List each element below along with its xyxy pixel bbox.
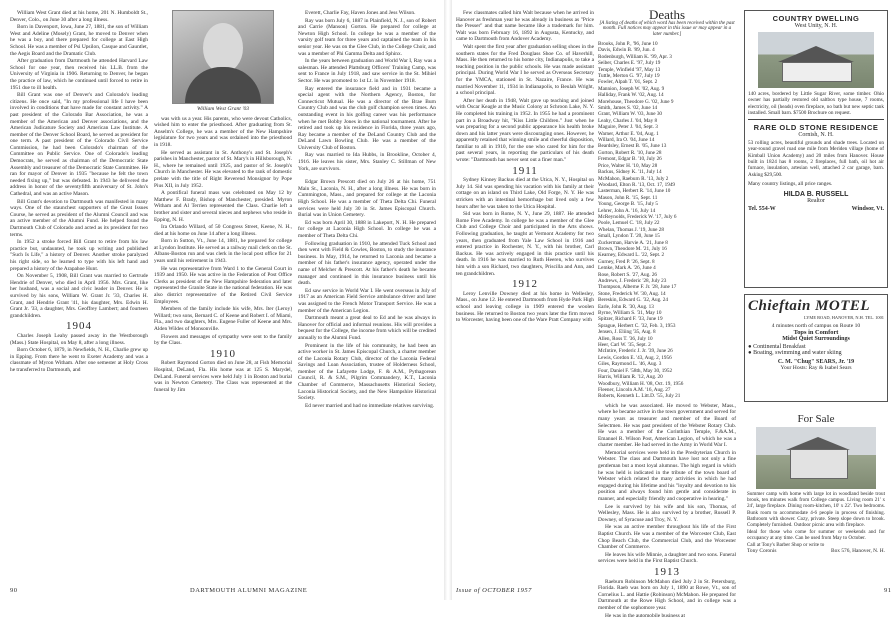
right-column-1 xyxy=(456,10,594,575)
obituary-mcmahon xyxy=(598,579,736,619)
sale-text: Ideal for those who come for summer or weekends and for occupancy at any time. Can be used from May to October. xyxy=(747,529,885,542)
paragraph: In 1952 a stroke forced Bill Grant to retire from his law practice but, undaunted, he took up writing and published "Such Is Life," a history of Denver. Another stroke paralyzed his right side, so he learned to type with his left hand and prepared a history of the Arapahoe Hunt. xyxy=(10,239,148,272)
motel-bullet: ● Continental Breakfast xyxy=(748,344,806,350)
paragraph: was with us a year. His parents, who were devout Catholics, wished him to enter the priesthood. After graduating from St. Anselm's College, he was a member of the New Hampshire legislature for two years and was ordained into the priesthood in 1918. xyxy=(154,115,292,148)
death-entry: Lehrer, John A. '16, July 14 xyxy=(598,207,656,214)
paragraph: Edgar Brown Prescott died on July 26 at his home, 751 Main St., Laconia, N. H., after a long illness. He was born in Cummington, Mass., and prepared for college at the Laconia High School. He was a member of Theta Delta Chi. Funeral services were held July 30 in St. James Episcopal Church. Burial was in Union Cemetery. xyxy=(298,179,436,219)
death-entry: Fleener, Lincoln A.M. '16, Aug. 27 xyxy=(598,386,671,393)
sale-name: Tony Coronis xyxy=(747,547,777,554)
paragraph: After graduation from Dartmouth he attended Harvard Law School for one year, then received his LL.B. from the University of Virginia in 1906. Returning to Denver, he began the practice of law, which he continued until forced to retire in 1951 due to ill health. xyxy=(10,58,148,91)
paragraph: He was representative from Ward 1 to the General Court in 1939 and 1950. He was active in the Federation of Post Office Clerks as president of the New Hampshire federation and later represented the Granite State in the national federation. He was also district representative of the Retired Civil Service Employees. xyxy=(154,265,292,305)
agent-title: Realtor xyxy=(807,197,825,204)
paragraph: Ed was born April 30, 1888 in Lakeport, N. H. He prepared for college at Laconia High School. In college he was a member of Theta Delta Chi. xyxy=(298,219,436,239)
death-entry: Halliday, Frank W. '02, Aug. 14 xyxy=(598,92,664,99)
paragraph: Robert Raymond Gorton died on June 28, at Fish Memorial Hospital, DeLand, Fla. His home was at 125 S. Marydel, DeLand. Funeral services were held July 1 in Boston and burial was in Newton Cemetery. The Class was represented at the funeral by Jim xyxy=(154,360,292,393)
paragraph: He served as assistant in St. Anthony's and St. Joseph's parishes in Manchester, pastor of St. Mary's in Hillsborough, N. H., where he remained until 1925, and pastor of St. Joseph's Church in Manchester. He was elevated to the rank of domestic prelate with the title of Right Reverend Monsignor by Pope Pius XII, in July 1952. xyxy=(154,149,292,189)
obituary-willard xyxy=(154,116,292,347)
paragraph: Prominent in the life of his community, he had been an active worker in St. James Episcopal Church, a charter member of the Laconia Rotary Club, director of the Laconia Federal Savings and Loan Association, trustee of Holderness School, member of the Lafayette Lodge, F. & A.M., Pythagorean Council, R. & S.M., Pilgrim Commandery, K.T., Laconia Chamber of Commerce, Massachusetts Historical Society, Laconia Historical Society, and the New Hampshire Historical Society. xyxy=(298,342,436,402)
obituary-price xyxy=(456,10,594,164)
death-entry: Woodard, Elton R. '13, Oct. 17, 1949 xyxy=(598,181,676,188)
deaths-list xyxy=(598,41,736,400)
death-entry: Whelan, Thomas J. '19, June 28 xyxy=(598,226,664,233)
paragraph: Few classmates called him Walt because when he arrived in Hanover as freshman year he was already in business as "Price the Presser" and that name became like a trademark for him. Walt was born February 16, 1892 in Augusta, Kentucky, and came to Dartmouth from Andover Academy. xyxy=(456,10,594,43)
motel-ad xyxy=(744,294,888,402)
death-entry: Jensen, J. Eliing '35, Aug. 8 xyxy=(598,329,656,336)
obituary-prescott xyxy=(298,179,436,409)
paragraph: Born in Sutton, Vt., June 14, 1881, he prepared for college at Lyndon Institute. He served as a railway mail clerk on the St. Albans-Boston run and was clerk in the local post office for 21 years until his retirement in 1943. xyxy=(154,238,292,265)
death-entry: Lasterman, Herbert R. '14, June 10 xyxy=(598,188,671,195)
death-entry: Grant, William W. '03, June 30 xyxy=(598,111,663,118)
class-year-heading: 1910 xyxy=(210,347,236,360)
paragraph: Ira Orlando Willard, of 50 Congress Street, Keene, N. H., died at his home on June 14 after a long illness. xyxy=(154,224,292,237)
for-sale-ad xyxy=(744,408,888,594)
page-gutter xyxy=(444,0,452,600)
motel-bullet: ● Boating, swimming and water skiing xyxy=(748,350,842,356)
death-entry: Davis, Edwin B. '89, Jun. 4 xyxy=(598,47,655,54)
death-entry: Four, Daniel F. '58th, May 30, 1952 xyxy=(598,367,673,374)
death-entry: Thompson, Alberne F. Jr. '28, June 17 xyxy=(598,284,677,291)
paragraph: A pontifical funeral mass was celebrated on May 12 by Matthew F. Brady, Bishop of Manchester, presided. Myron Witham and Al Terrien represented the Class. Charlie left a brother and sister and several nieces and nephews who reside in Epping, N. H. xyxy=(154,190,292,223)
ad-more: Many country listings, all price ranges. xyxy=(748,180,833,187)
paragraph: Everett, Charlie Fay, Haven Jones and Jess Wilson. xyxy=(305,10,416,16)
paragraph: Dartmouth meant a great deal to Ed and he was always in Hanover for official and informal reunions. His will provides a bequest for the College, the income from which will be credited annually to the Alumni Fund. xyxy=(298,315,436,341)
sale-address: Box 576, Hanover, N. H. xyxy=(831,547,885,554)
paragraph: Flowers and messages of sympathy were sent to the family by the Class. xyxy=(154,333,292,347)
motel-hosts: Your Hosts: Ray & Isabel Sears xyxy=(780,365,852,371)
death-entry: Stone, Frederick W. '30, Aug. 14 xyxy=(598,290,666,297)
paragraph: Following graduation in 1910, he attended Tuck School and then went with Field & Cowles, Boston, to study the insurance business. In May, 1914, he returned to Laconia and became a member of his father's insurance agency, operated under the name of Melcher & Prescott. At his father's death he became manager and continued in this insurance business until his death. xyxy=(298,240,436,287)
real-estate-ad xyxy=(744,10,888,288)
death-entry: Mason, John R. '15, Sept. 11 xyxy=(598,194,658,201)
death-entry: Smith, James S. '02, June 14 xyxy=(598,105,658,112)
death-entry: Fowler, Alpah T. '01, Sept. 2 xyxy=(598,79,658,86)
death-entry: Tuttle, Merton G. '97, July 19 xyxy=(598,73,660,80)
obituary-leahy xyxy=(10,333,148,374)
death-entry: Leahy, Charles J. '04, May 8 xyxy=(598,117,658,124)
house-photo xyxy=(758,32,874,88)
ad-text: 140 acres, bordered by Little Sugar River, some timber. Ohio owner has partially restored old saltbox type house, 7 rooms, electricity, oil (heads) oven fireplace, no bath but new septic tank installed. Small barn. $7500 Brochure on request. xyxy=(748,91,884,116)
paragraph: Leroy Lenville Downey died at his home in Wellesley, Mass., on June 12. He entered Dartmouth from Hyde Park High school and leaving college in 1909 entered the woolen business. He returned to Boston two years later the firm moved to Worcester, having been one of the Ware Pratt Company with xyxy=(456,290,594,324)
paragraph: After her death in 1948, Walt gave up teaching and joined with Oscar Keagle at the Music Colony at Schroon Lake, N. Y. He completed his training in 1952. In 1955 he had a prominent part in a Broadway hit, "Kiss Little Children." Just when he was preparing for a second public appearance his health broke down and his latter years were discouraging ones. However, he apparently retained that winning smile and cheerful disposition, familiar to all in 1910, for the one who cared for him for the past several years, in reporting the particulars of his death wrote: "Dartmouth has never sent out a finer man." xyxy=(456,97,594,164)
death-entry: Morehouse, Theodore G. '02, June 9 xyxy=(598,98,674,105)
deaths-note: [A listing of deaths of which word has been received within the past month. Full notices may appear in this issue or may appear in a later number.] xyxy=(599,20,735,38)
agent-name: HILDA B. RUSSELL xyxy=(783,190,849,198)
death-entry: Giles, Raymond L. '46, Aug. 3 xyxy=(598,361,662,368)
agent-phone: Tel. 554-W xyxy=(748,205,776,212)
left-column-3 xyxy=(298,10,436,575)
obituary-backus xyxy=(456,177,594,277)
obituary-downey xyxy=(456,291,594,324)
class-year-heading: 1911 xyxy=(512,164,538,177)
paragraph: Ray was born July 6, 1887 in Plainfield, N. J., son of Robert and Carrie (Manson) Gorton. He prepared for college at Newton High School. In college he was a member of the varsity golf team for three years and captained the team in his senior year. He was on the Glee Club, in the College Choir, and was a member of Phi Gamma Delta and Sphinx. xyxy=(298,17,436,57)
paragraph: Born in Davenport, Iowa, June 27, 1881, the son of William West and Adeline (Mosely) Grant, he moved to Denver when he was a boy, and there prepared for college at East High School. He was a member of Psi Upsilon, Casque and Gauntlet, the Aegis Board and the Dramatic Club. xyxy=(10,24,148,57)
paragraph: Walt spent the first year after graduation selling shoes in the southern states for the Fred Douglass Shoe Co. of Haverhill, Mass. He then returned to his home city, Indianapolis, to take a teaching position in the public schools. He was made assistant principal. During World War I he served as Overseas Secretary for the YMCA, stationed in St. Nazaire, France. He was married November 11, 1934 in Indianapolis, to Beulah Wright, a school principal. xyxy=(456,43,594,97)
death-entry: Seiber, Charles E. '97, July 19 xyxy=(598,60,661,67)
death-entry: Woodbury, William H. '08, Oct. 19, 1956 xyxy=(598,380,684,387)
death-entry: McMahon, Raeburn R. '13, July 2 xyxy=(598,175,669,182)
death-entry: Byrne, William S. '31, May 10 xyxy=(598,310,662,317)
death-entry: Sprague, Herbert C. '32, Feb. 3, 1953 xyxy=(598,322,676,329)
motel-host: C. M. "Chug" SEARS, Jr. '19 xyxy=(777,359,855,365)
paragraph: William West Grant died at his home, 201 N. Humboldt St., Denver, Colo., on June 30 after a long illness. xyxy=(10,10,148,23)
ad-title: COUNTRY DWELLING xyxy=(772,14,860,23)
class-year-heading: 1904 xyxy=(66,320,92,333)
portrait-photo xyxy=(172,10,274,104)
motel-line: 4 minutes north of campus on Route 10 xyxy=(771,323,861,329)
sale-text: Summer camp with home with large lot in woodland beside trout brook, ten minutes walk from College campus. Living room 21' x 24', large fireplace. Dining room-kitchen, 10' x 22'. Two bedrooms. Bunk room to accommodate 4-6 people in process of finishing. Bathroom with shower. Cozy, private. Steep slope down to brook. Completely furnished. Outdoor picnic area with fireplace. xyxy=(747,491,885,529)
death-entry: McIntire, Frederic J. Jr. '39, June 26 xyxy=(598,348,673,355)
paragraph: Charles Joseph Leahy passed away in the Westborough (Mass.) State Hospital, on May 8, after a long illness. xyxy=(10,332,148,346)
death-entry: Brown, Theodore M. '21, July 16 xyxy=(598,245,667,252)
death-entry: Gorton, Robert R. '10, June 28 xyxy=(598,149,662,156)
paragraph: Members of the family include his wife, Mrs. Iter (Leroy) Willard; two sons, Bernard C. of Keene and Robert I. of Miami, Fla., and two daughters, Mrs. Eugene Fuller of Keene and Mrs. Alden Wildes of Monsonville. xyxy=(154,306,292,332)
death-entry: Lewis, Gordon E. '43, Aug. 2, 1956 xyxy=(598,354,672,361)
right-column-2 xyxy=(598,7,736,619)
ad-title: RARE OLD STONE RESIDENCE xyxy=(753,123,879,133)
paragraph: Bill Grant's devotion to Dartmouth was manifested in many ways. One of the staunchest supporters of the Great Issues Course, he served as president of the Alumni Council and was an active member of the Alumni Fund. He helped found the Dartmouth Club of Colorado and acted as its president for two terms. xyxy=(10,198,148,238)
paragraph: which he was associated. He moved to Webster, Mass., where he became active in the town government and served for many years as treasurer and member of the Board of Selectmen. He was past president of the Webster Rotary Club. He was a member of the Corinthian Temple, F.&A.M., Emanuel R. Wilson Post, American Legion, of which he was a charter member. He had served in the Army in World War I. xyxy=(598,402,736,449)
paragraph: Ray entered the insurance field and in 1931 became a special agent with the Northern Agency, Boston, for Connecticut Mutual. He was a director of the Brae Burn Country Club and was the club golf champion seven times. An outstanding event in his golfing career was his performance when he met Bobby Jones in the national tournament. After he retired and took up his residence in Florida, three years ago, Ray became a member of the DeLand Country Club and the DeLand Lawn Bowling Club. He was a member of the University Club of Boston. xyxy=(298,85,436,151)
death-entry: Young, George B. '15, July 5 xyxy=(598,201,658,208)
sale-contact-line xyxy=(747,548,885,554)
death-entry: Brooks, John P., '96, June 10 xyxy=(598,40,658,47)
paragraph: On November 5, 1908, Bill Grant was married to Gertrude Hendrie of Denver, who died in April 1956. Mrs. Grant, like her husband, was a social and civic leader in Denver. He is survived by his sons, William W. Grant Jr. '33, Charles H. Grant, and Hendrie Grant '41, his daughter, Mrs. Edwin H. Grant Jr. '33, a daughter, Mrs. Geoffrey Lambert; and fourteen grandchildren. xyxy=(10,273,148,319)
death-entry: Willard, Ira O. '04, June 14 xyxy=(598,137,655,144)
paragraph: Lee is survived by his wife and his son, Thomas, of Wellesley, Mass. He is also survived by a brother, Russell P. Downey, of Syracuse and Troy, N. Y. xyxy=(598,503,736,523)
death-entry: Mannion, Joseph W. '02, Aug. 9 xyxy=(598,85,665,92)
death-entry: Temple, Winfield '97, May 13 xyxy=(598,66,661,73)
agent-town: Windsor, Vt. xyxy=(851,205,884,212)
page-number: 91 xyxy=(884,587,892,594)
class-year-heading: 1913 xyxy=(654,565,680,578)
ad-location: Cornish, N. H. xyxy=(798,132,834,139)
deaths-title: Deaths xyxy=(648,7,686,22)
motel-line: Midst Quiet Surroundings xyxy=(782,336,850,342)
death-entry: Spitzer, Richard F. '33, June 19 xyxy=(598,316,663,323)
obituary-gorton-cont xyxy=(298,10,436,172)
paragraph: Born October 6, 1879, in Newfields, N. H., Charlie grew up in Epping. From there he went to Exeter Academy and was a classmate of Myron Witham. After one semester at Holy Cross he transferred to Dartmouth, and xyxy=(10,347,148,373)
death-entry: Heer, Carl W. '35, Sept. 2 xyxy=(598,342,651,349)
paragraph: Sydney Kinney Backus died at the Utica, N. Y., Hospital on July 14. Sid was spending his vacation with his family at their cottage on an island on Third Lake, Old Forge, N. Y. He was stricken with an intestinal hemorrhage but lived only a few hours after he was taken to the Utica Hospital. xyxy=(456,177,594,210)
obituary-grant xyxy=(10,10,148,319)
death-entry: Bereskin, Edward G. '32, Aug. 24 xyxy=(598,297,668,304)
paragraph: Sid was born in Rome, N. Y., June 29, 1887. He attended Rome Free Academy. In college he was a member of the Glee Club and College Choir and participated in the Arts shows. Following graduation, he taught at Vermont Academy for two years, then graduated from Yale Law School in 1916 and entered practice in Rochester, N. Y., with his brother, Carl Backus. He was actively engaged in this practice until his death. In 1916 he was married to Ruth Heeren, who survives him with a son Richard, two daughters, Priscilla and Ann, and ten grandchildren. xyxy=(456,211,594,277)
cabin-photo xyxy=(756,427,876,489)
motel-address: LYME ROAD, HANOVER, N.H. TEL. 1001 xyxy=(804,315,884,320)
class-year-heading: 1912 xyxy=(512,278,538,291)
page-number: 90 xyxy=(10,587,18,594)
death-entry: Earle, John R. '30, Aug. 13 xyxy=(598,303,654,310)
death-entry: Gurney, Fred P. '26, Sept. 8 xyxy=(598,258,655,265)
paragraph: Ed saw service in World War I. He went overseas in July of 1917 as an American Field Service ambulance driver and later was assigned to the French Motor Transport Service. He was a member of the American Legion. xyxy=(298,287,436,314)
paragraph: In the years between graduation and World War I, Ray was a salesman. He attended Plattsburg Officers' Training Camp, was sent to France in July 1918, and saw service in the St. Mihiel Sector. He was promoted to 1st Lt. in November 1918. xyxy=(298,58,436,84)
death-entry: Warner, Arthur E. '04, Aug. 1 xyxy=(598,130,659,137)
death-entry: Beardsley, Ernest B. '05, June 13 xyxy=(598,143,667,150)
death-entry: Kearney, Edward L. '22, Sept. 2 xyxy=(598,252,665,259)
death-entry: Lemke, Mark A. '26, June 4 xyxy=(598,265,656,272)
death-entry: Small, Lyndon T. '20, June 15 xyxy=(598,233,660,240)
death-entry: Zuckerman, Harvie A. '21, June 8 xyxy=(598,239,668,246)
death-entry: Fremont, Edgar B. '10, July 26 xyxy=(598,156,662,163)
death-entry: Allen, Ross T. '36, July 10 xyxy=(598,335,653,342)
magazine-name: DARTMOUTH ALUMNI MAGAZINE xyxy=(190,587,308,594)
death-entry: Andrews, J. Frederic '28, July 23 xyxy=(598,278,667,285)
sale-contact: Call at Tony's Barber Shop or write to xyxy=(747,541,825,548)
paragraph: Raeburn Robinson McMahon died July 2 in St. Petersburg, Florida. Raeb was born on July 1, 1890 at Rowe, Vt., son of Cornelius L. and Hattie (Robinson) McMahon. He prepared for Dartmouth at the Rowe High School, and in college was a member of the sophomore year. xyxy=(598,578,736,611)
ad-location: West Unity, N. H. xyxy=(794,23,838,29)
photo-caption: William West Grant '03 xyxy=(196,106,250,112)
issue-date: Issue of OCTOBER 1957 xyxy=(456,587,532,594)
death-entry: Maguire, Peter J. '04, Sept. 3 xyxy=(598,124,658,131)
paragraph: Memorial services were held in the Presbyterian Church in Webster. The class and Dartmouth have lost not only a fine gentleman but a most loyal alumnus. The high regard in which he was held is indicated in the tribute of the town board of Webster which related the many activities in which he had engaged during his lifetime and his "loyalty and devotion to his position and always found him gentle and considerate in manner, and especially friendly and cooperative in hearing." xyxy=(598,449,736,503)
left-column-2 xyxy=(154,10,292,575)
paragraph: Ed never married and had no immediate relatives surviving. xyxy=(305,402,435,409)
paragraph: Bill Grant was one of Denver's and Colorado's leading citizens. He once said, "In my professional life I have been involved in conditions that have made for constant activity." A past president of the Colorado Bar Association, he was a member of the American and Denver associations, and the American Judicature Society and American Law Institute. A member of the Denver School Board, he served as president for one term. A past president of the Colorado Civil Service Commission, he had been Colorado's chairman of the Committee on Public Service. One of Colorado's leading Democrats, he served as chairman of the Democratic State Assembly and treasurer of the Democratic State Committee. He ran for mayor of Denver in 1935 "because he felt the town needed fixing up," but was defeated. In 1943 he delivered the address in honor of the seventyfifth anniversary of St. John's Cathedral, and was an active Mason. xyxy=(10,92,148,198)
obituary-gorton xyxy=(154,360,292,393)
left-page xyxy=(0,0,444,600)
paragraph: He was an active member throughout his life of the First Baptist Church. He was a member of the Worcester Club, East Chop Beach Club, the Commercial Club, and the Worcester Chamber of Commerce. xyxy=(598,524,736,551)
death-entry: Harris, William R. '12, Aug. 20 xyxy=(598,374,663,381)
death-entry: Rose, Robert S. '27, Aug. 26 xyxy=(598,271,658,278)
death-entry: Poole, Lemuel C. '18, July 22 xyxy=(598,220,660,227)
death-entry: Price, Walter H. '10, May 28 xyxy=(598,162,658,169)
ad-text: 53 rolling acres, beautiful grounds and shade trees. Located on year-round gravel road one mile from Meriden village (home of Kimball Union Academy) and 20 miles from Hanover. House built in 1824 has 8 rooms, 2 fireplaces, full bath, oil hot air furnace, insulation, artesian well, attached 2 car garage, barn. Asking $29,500. xyxy=(748,140,884,178)
motel-logo: Chieftain MOTEL xyxy=(748,298,871,314)
death-entry: Roberts, Kenneth L. Litt.D. '55, July 21 xyxy=(598,393,681,400)
death-entry: Rodenburgh, William K. '99, Apr. 3 xyxy=(598,53,672,60)
motel-header xyxy=(748,298,884,315)
agent-contact xyxy=(748,206,884,212)
sale-title: For Sale xyxy=(797,413,835,425)
paragraph: He was in the automobile business at xyxy=(605,612,685,619)
paragraph: He leaves his wife Minnie, a daughter and two sons. Funeral services were held in the First Baptist Church. xyxy=(598,551,736,565)
death-entry: Backus, Sidney K. '11, July 14 xyxy=(598,169,662,176)
paragraph: Ray was married to Ida Hubbs, in Brookline, October 4, 1916. He leaves his sister, Mrs. Stanley C. Stillman of New York, are survivors. xyxy=(298,152,436,172)
left-column-1 xyxy=(10,10,148,575)
motel-line: Tops in Comfort xyxy=(793,329,839,336)
obituary-downey-cont xyxy=(598,403,736,565)
death-entry: McReynolds, Frederick W. '17, July 6 xyxy=(598,213,677,220)
